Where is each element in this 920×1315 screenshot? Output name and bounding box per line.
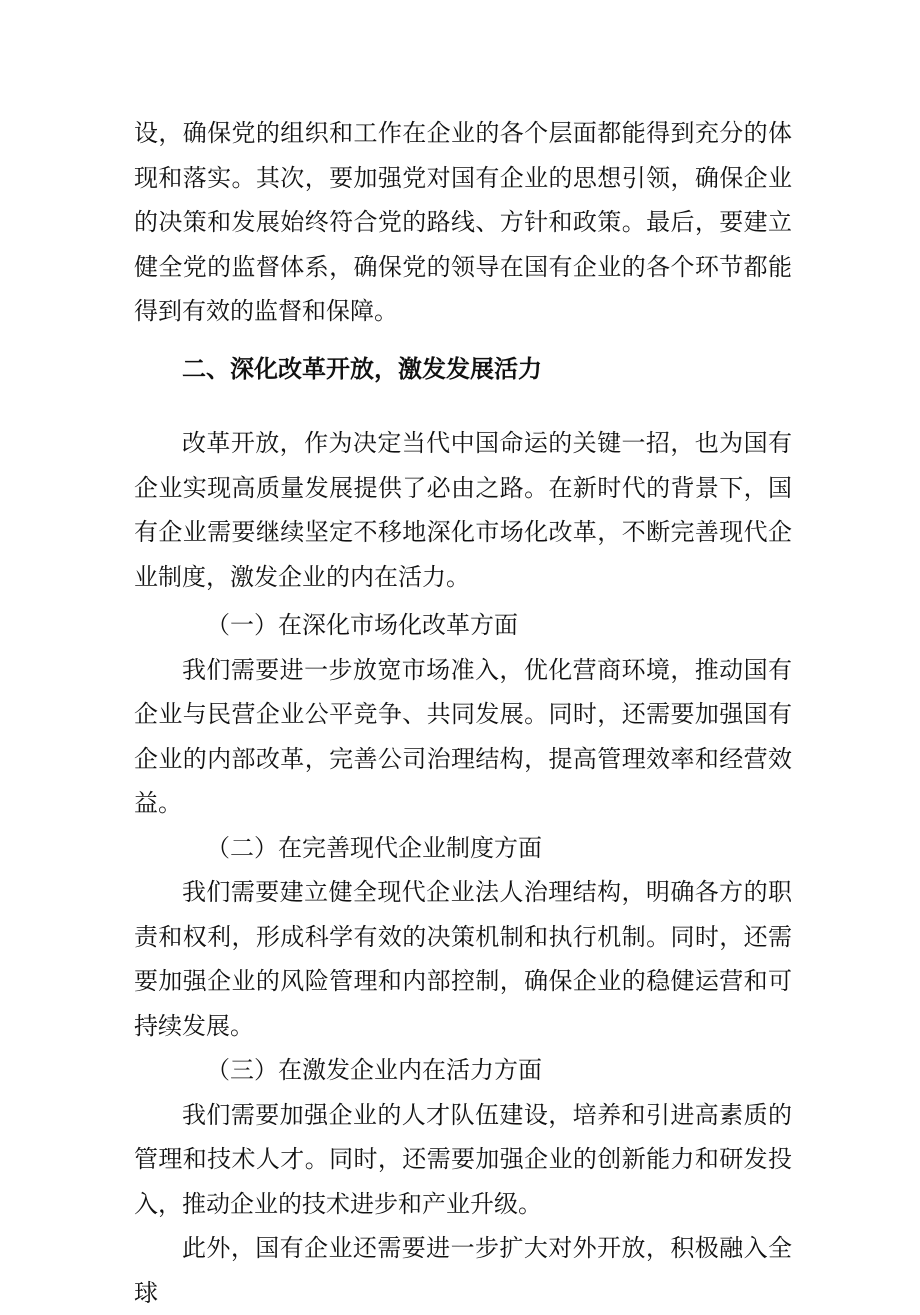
intro-paragraph: 设，确保党的组织和工作在企业的各个层面都能得到充分的体现和落实。其次，要加强党对国有企业的思想引领，确保企业的决策和发展始终符合党的路线、方针和政策。最后，要建立健全党的监督体系，确保党的领导在国有企业的各个环节都能得到有效的监督和保障。 (134, 119, 792, 325)
section-intro-paragraph: 改革开放，作为决定当代中国命运的关键一招，也为国有企业实现高质量发展提供了必由之路。在新时代的背景下，国有企业需要继续坚定不移地深化市场化改革，不断完善现代企业制度，激发企业的内在活力。 (134, 429, 792, 591)
subsection-body-3: 我们需要加强企业的人才队伍建设，培养和引进高素质的管理和技术人才。同时，还需要加强企业的创新能力和研发投入，推动企业的技术进步和产业升级。 (134, 1100, 792, 1218)
subsection-body-1: 我们需要进一步放宽市场准入，优化营商环境，推动国有企业与民营企业公平竞争、共同发展。同时，还需要加强国有企业的内部改革，完善公司治理结构，提高管理效率和经营效益。 (134, 655, 792, 817)
subsection-title-3: （三）在激发企业内在活力方面 (206, 1056, 542, 1084)
closing-paragraph: 此外，国有企业还需要进一步扩大对外开放，积极融入全球 (134, 1234, 792, 1307)
subsection-title-2: （二）在完善现代企业制度方面 (206, 833, 542, 862)
section-heading: 二、深化改革开放，激发发展活力 (182, 354, 542, 383)
subsection-body-2: 我们需要建立健全现代企业法人治理结构，明确各方的职责和权利，形成科学有效的决策机制和执行机制。同时，还需要加强企业的风险管理和内部控制，确保企业的稳健运营和可持续发展。 (134, 878, 792, 1040)
subsection-title-1: （一）在深化市场化改革方面 (206, 611, 518, 639)
